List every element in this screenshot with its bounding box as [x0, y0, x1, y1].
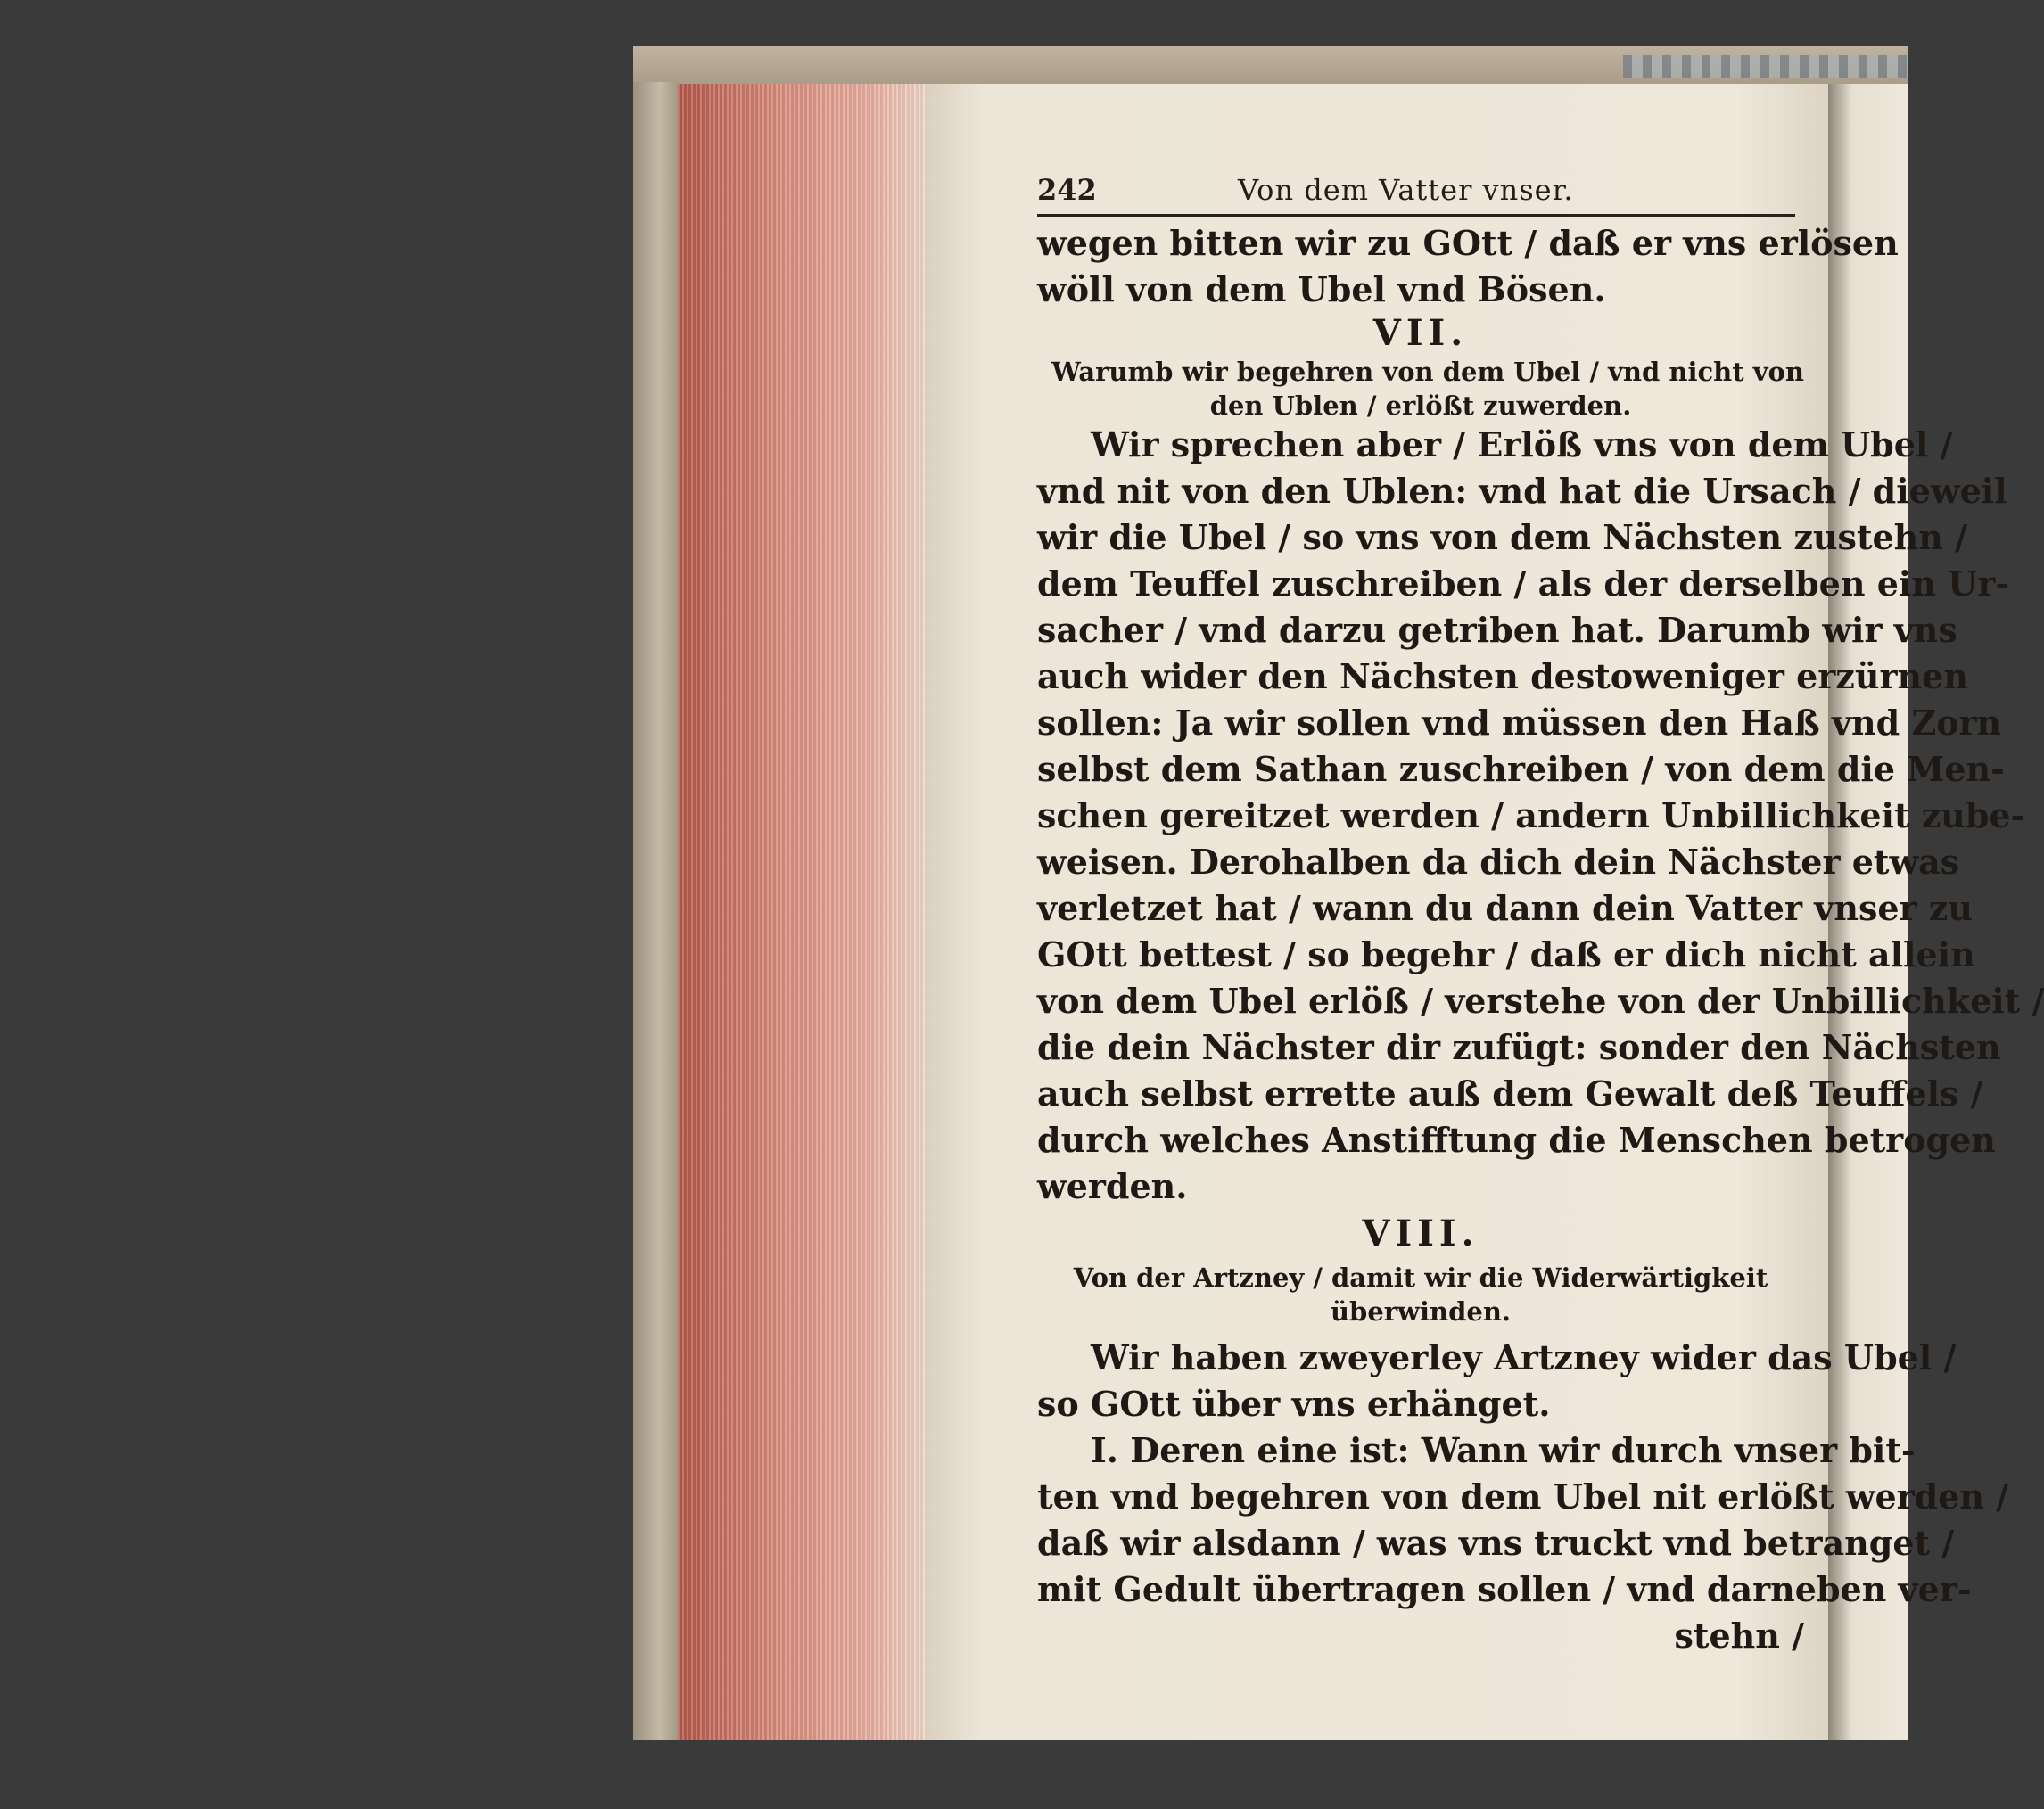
red-page-edges — [678, 84, 927, 1740]
page-header — [1037, 169, 1795, 217]
text-line: vnd nit von den Ublen: vnd hat die Ursach / dieweil — [1037, 471, 2007, 511]
text-line: von dem Ubel erlöß / verstehe von der Unbillichkeit / — [1037, 981, 2044, 1021]
text-line: wöll von dem Ubel vnd Bösen. — [1037, 269, 1606, 309]
text-line: daß wir alsdann / was vns truckt vnd betranget / — [1037, 1523, 1955, 1563]
text-line: selbst dem Sathan zuschreiben / von dem die Men- — [1037, 749, 2005, 789]
catchword: stehn / — [1674, 1616, 1804, 1656]
page-number: 242 — [1037, 173, 1097, 207]
section-numeral: VIII. — [1362, 1213, 1479, 1254]
running-title: Von dem Vatter vnser. — [1238, 173, 1574, 207]
text-line: wegen bitten wir zu GOtt / daß er vns erlösen — [1037, 223, 1899, 263]
section-numeral: VII. — [1372, 312, 1469, 354]
text-line: GOtt bettest / so begehr / daß er dich nicht allein — [1037, 934, 1975, 974]
text-line: werden. — [1037, 1166, 1188, 1206]
text-line: wir die Ubel / so vns von dem Nächsten zustehn / — [1037, 517, 1968, 557]
text-line: die dein Nächster dir zufügt: sonder den Nächsten — [1037, 1027, 2001, 1067]
text-line: durch welches Anstifftung die Menschen betrogen — [1037, 1120, 1996, 1160]
text-line: ten vnd begehren von dem Ubel nit erlößt werden / — [1037, 1476, 2009, 1517]
section-heading: Warumb wir begehren von dem Ubel / vnd nicht von — [1051, 357, 1804, 387]
text-line: dem Teuffel zuschreiben / als der derselben ein Ur- — [1037, 563, 2010, 604]
text-line: so GOtt über vns erhänget. — [1037, 1384, 1551, 1424]
section-heading: den Ublen / erlößt zuwerden. — [1209, 391, 1632, 421]
text-line: Wir sprechen aber / Erlöß vns von dem Ubel / — [1091, 424, 1953, 465]
text-line: schen gereitzet werden / andern Unbillichkeit zube- — [1037, 795, 2025, 835]
text-line: sacher / vnd darzu getriben hat. Darumb wir vns — [1037, 610, 1957, 650]
text-line: sollen: Ja wir sollen vnd müssen den Haß vnd Zorn — [1037, 703, 2002, 743]
section-heading: überwinden. — [1330, 1296, 1512, 1327]
cover-pattern — [1623, 55, 1908, 78]
text-line: weisen. Derohalben da dich dein Nächster etwas — [1037, 842, 1960, 882]
section-heading: Von der Artzney / damit wir die Widerwärtigkeit — [1073, 1262, 1768, 1293]
text-line: auch selbst errette auß dem Gewalt deß Teuffels / — [1037, 1073, 1983, 1114]
text-line: Wir haben zweyerley Artzney wider das Ubel / — [1091, 1337, 1957, 1377]
book-cover-top-edge — [633, 46, 1908, 86]
book-spine — [633, 82, 678, 1740]
text-line: auch wider den Nächsten destoweniger erzürnen — [1037, 656, 1968, 696]
text-line: I. Deren eine ist: Wann wir durch vnser bit- — [1091, 1430, 1916, 1470]
text-line: mit Gedult übertragen sollen / vnd darneben ver- — [1037, 1569, 1972, 1609]
text-line: verletzet hat / wann du dann dein Vatter vnser zu — [1037, 888, 1973, 928]
